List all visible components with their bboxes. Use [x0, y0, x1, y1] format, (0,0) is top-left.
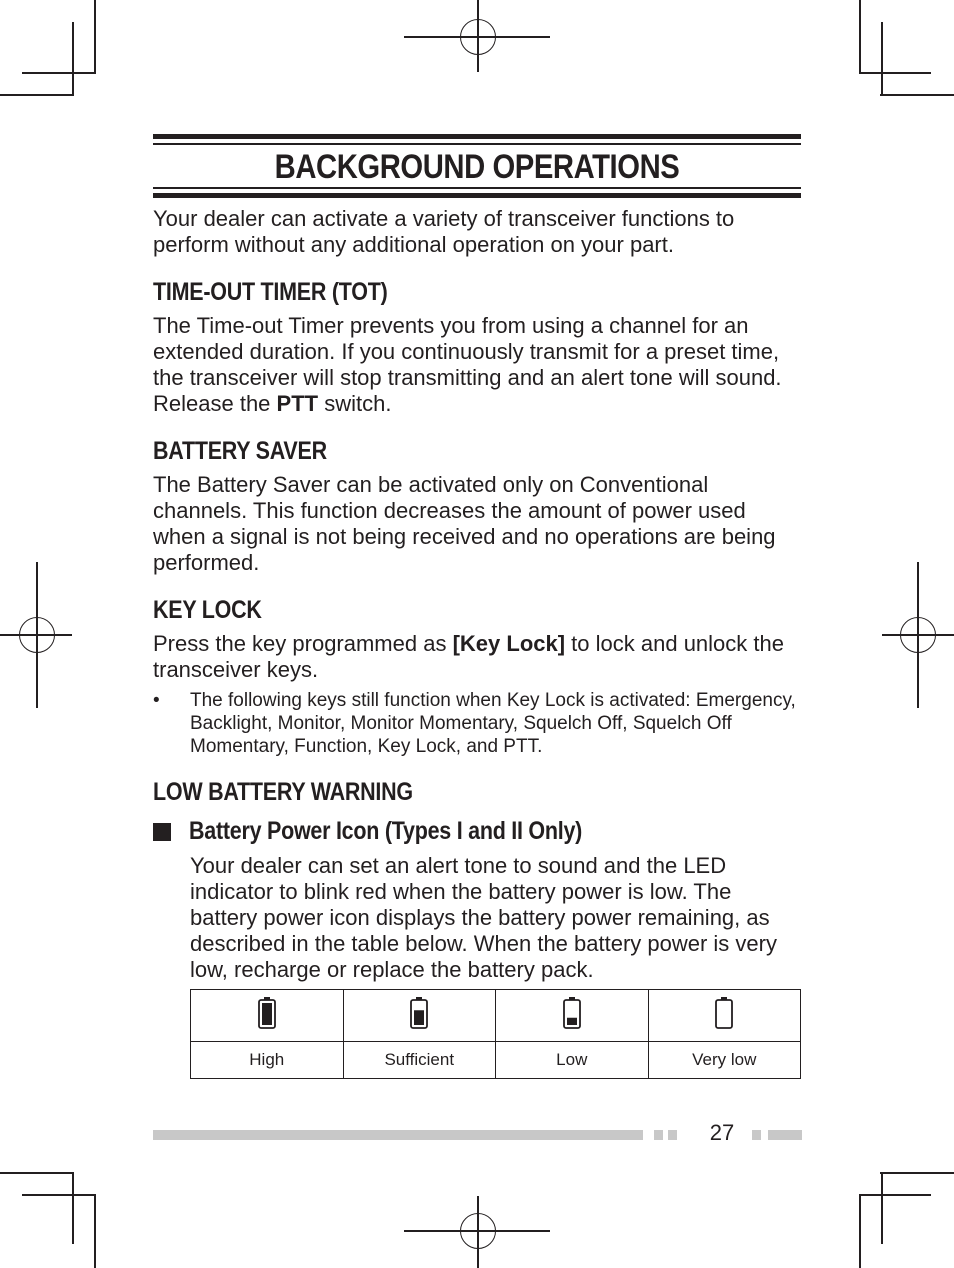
battery-cell-very-low [648, 990, 801, 1042]
title-rule-top [153, 134, 801, 139]
key-lock-body-text-end: to lock and unlock the transceiver keys. [153, 631, 784, 682]
low-battery-subheading-row [153, 817, 801, 847]
page-number: 27 [709, 1120, 735, 1145]
title-rule-top-thin [153, 143, 801, 145]
battery-cell-low [496, 990, 649, 1042]
low-battery-body: Your dealer can set an alert tone to sound and the LED indicator to blink red when the battery power is low. The battery power icon displays the battery power remaining, as described in the table below. When the battery power is very low, recharge or replace the battery pack. [190, 853, 777, 982]
key-lock-body [153, 631, 801, 683]
battery-low-icon [562, 996, 582, 1030]
list-item [153, 689, 801, 758]
battery-label-high: High [191, 1042, 344, 1079]
low-battery-subheading: Battery Power Icon (Types I and II Only) [189, 817, 583, 845]
ptt-key-label: PTT [276, 391, 319, 416]
bullet-icon: • [153, 690, 160, 711]
footer-block [654, 1130, 663, 1140]
footer-block [668, 1130, 677, 1140]
title-rule-bottom-thin [153, 187, 801, 189]
battery-icon-table [190, 989, 801, 1079]
key-lock-key-label: [Key Lock] [452, 631, 566, 656]
title-rule-bottom [153, 193, 801, 198]
battery-sufficient-icon [409, 996, 429, 1030]
key-lock-body-text: Press the key programmed as [153, 631, 453, 656]
battery-saver-body: The Battery Saver can be activated only on Conventional channels. This function decreases the amount of power used when a signal is not being received and no operations are being performed. [153, 472, 776, 575]
battery-label-sufficient: Sufficient [343, 1042, 496, 1079]
tot-body [153, 313, 801, 417]
square-bullet-icon [153, 823, 171, 841]
page-content [153, 134, 801, 1079]
tot-body-text: The Time-out Timer prevents you from using a channel for an extended duration. If you continuously transmit for a preset time, the transceiver will stop transmitting and an alert tone will sound. Release the [153, 313, 782, 416]
battery-saver-heading: BATTERY SAVER [153, 437, 327, 465]
page-title: BACKGROUND OPERATIONS [274, 148, 680, 186]
footer-block [752, 1130, 761, 1140]
key-lock-heading: KEY LOCK [153, 596, 262, 624]
battery-high-icon [257, 996, 277, 1030]
footer-bar-right [768, 1130, 802, 1140]
battery-label-low: Low [496, 1042, 649, 1079]
table-row [191, 990, 801, 1042]
tot-heading: TIME-OUT TIMER (TOT) [153, 278, 388, 306]
intro-text: Your dealer can activate a variety of transceiver functions to perform without any additional operation on your part. [153, 206, 735, 257]
footer-bar-left [153, 1130, 643, 1140]
low-battery-heading: LOW BATTERY WARNING [153, 778, 413, 806]
key-lock-bullet-text: The following keys still function when Key Lock is activated: Emergency, Backlight, Monitor, Monitor Momentary, Squelch Off, Squelch Off Momentary, Function, Key Lock, and PTT. [190, 690, 796, 757]
battery-cell-sufficient [343, 990, 496, 1042]
tot-body-text-end: switch. [318, 391, 392, 416]
title-block [153, 134, 801, 200]
battery-very-low-icon [714, 996, 734, 1030]
battery-label-very-low: Very low [648, 1042, 801, 1079]
table-row [191, 1042, 801, 1079]
battery-cell-high [191, 990, 344, 1042]
